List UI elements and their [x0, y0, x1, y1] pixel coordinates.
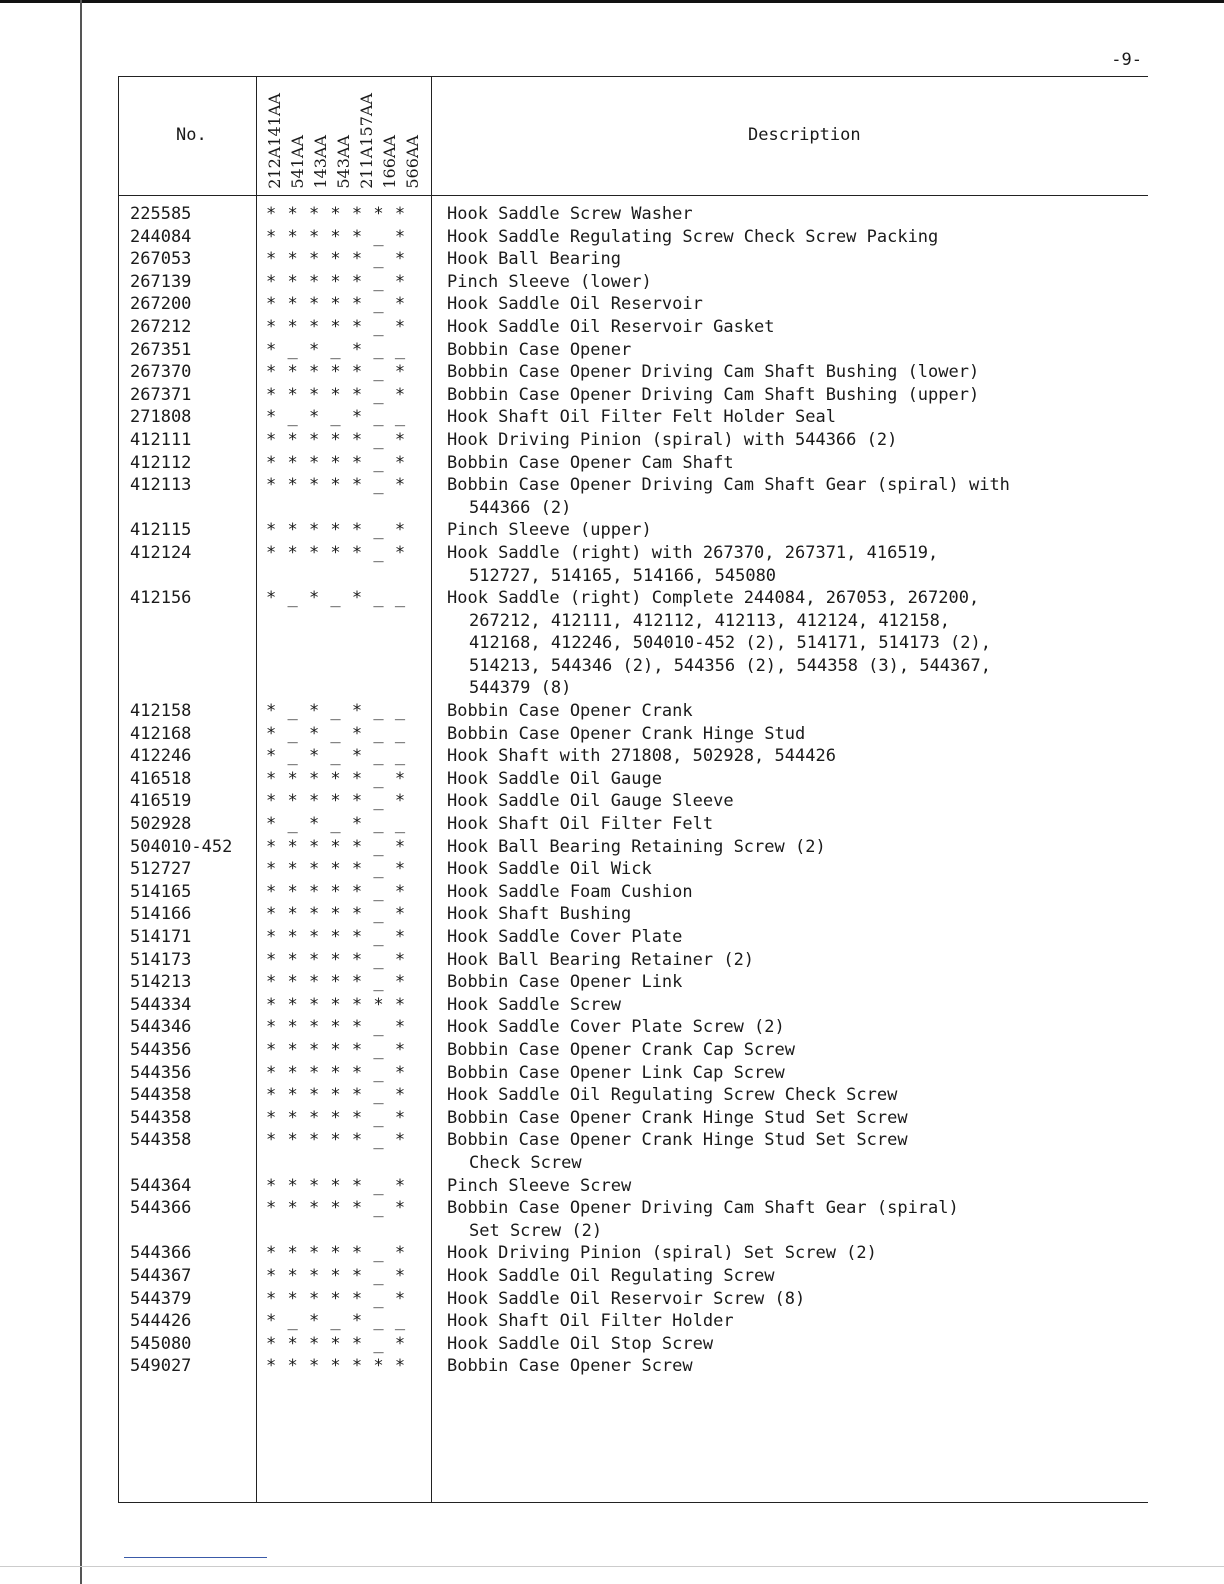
table-row	[0, 406, 1224, 429]
description-line: 544366 (2)	[469, 497, 572, 518]
description-line: Bobbin Case Opener Screw	[447, 1356, 693, 1377]
part-description	[447, 700, 1087, 723]
description-line: Hook Saddle Regulating Screw Check Screw Packing	[447, 226, 939, 247]
model-applicability-marks: * _ * _ * _ _	[266, 814, 406, 835]
part-number: 545080	[130, 1333, 192, 1354]
part-number: 502928	[130, 814, 192, 835]
part-number: 514171	[130, 927, 192, 948]
part-description	[447, 723, 1087, 746]
part-description	[447, 271, 1087, 294]
model-header: 211A157AA	[357, 93, 376, 189]
table-row	[0, 384, 1224, 407]
part-description	[447, 1265, 1087, 1288]
description-line: Hook Ball Bearing Retaining Screw (2)	[447, 836, 826, 857]
part-number: 544358	[130, 1107, 192, 1128]
part-description	[447, 1310, 1087, 1333]
description-line: Hook Saddle Oil Gauge	[447, 768, 662, 789]
description-line: Hook Shaft Bushing	[447, 904, 632, 925]
model-applicability-marks: * * * * * _ *	[266, 1085, 406, 1106]
model-applicability-marks: * * * * * _ *	[266, 1130, 406, 1151]
table-row	[0, 949, 1224, 972]
part-number: 416518	[130, 768, 192, 789]
model-applicability-marks: * * * * * _ *	[266, 362, 406, 383]
model-header: 143AA	[311, 135, 330, 189]
table-row	[0, 1175, 1224, 1198]
part-number: 544366	[130, 1198, 192, 1219]
part-description	[447, 1288, 1087, 1311]
description-line: Hook Ball Bearing Retainer (2)	[447, 949, 755, 970]
part-number: 267351	[130, 339, 192, 360]
model-applicability-marks: * * * * * _ *	[266, 542, 406, 563]
description-line: Bobbin Case Opener Crank Cap Screw	[447, 1040, 795, 1060]
table-header-border	[118, 195, 1148, 196]
part-description	[447, 1016, 1087, 1039]
table-row	[0, 474, 1224, 519]
part-description	[447, 1084, 1087, 1107]
table-row	[0, 903, 1224, 926]
page-number: -9-	[1111, 50, 1142, 70]
model-applicability-marks: * * * * * _ *	[266, 452, 406, 473]
part-number: 514166	[130, 904, 192, 925]
part-description	[447, 949, 1087, 972]
model-applicability-marks: * * * * * _ *	[266, 904, 406, 925]
part-number: 267370	[130, 362, 192, 383]
description-line: Pinch Sleeve Screw	[447, 1175, 632, 1196]
description-line: Hook Saddle Cover Plate	[447, 927, 683, 948]
table-row	[0, 1084, 1224, 1107]
table-row	[0, 1062, 1224, 1085]
model-applicability-marks: * _ * _ * _ _	[266, 407, 406, 428]
part-number: 412156	[130, 588, 192, 609]
part-description	[447, 361, 1087, 384]
part-number: 512727	[130, 859, 192, 880]
part-description	[447, 994, 1087, 1017]
description-line: Bobbin Case Opener Driving Cam Shaft Gear (spiral) with	[447, 475, 1010, 496]
part-number: 267200	[130, 294, 192, 315]
table-row	[0, 452, 1224, 475]
description-line: Bobbin Case Opener Cam Shaft	[447, 452, 734, 473]
part-description	[447, 587, 1087, 700]
description-line: 412168, 412246, 504010-452 (2), 514171, 514173 (2),	[469, 633, 991, 654]
table-row	[0, 542, 1224, 587]
part-number: 544356	[130, 1062, 192, 1083]
description-line: Hook Ball Bearing	[447, 249, 621, 270]
description-line: Bobbin Case Opener Driving Cam Shaft Gear (spiral)	[447, 1198, 959, 1219]
part-number: 267212	[130, 316, 192, 337]
description-line: Bobbin Case Opener Driving Cam Shaft Bushing (lower)	[447, 362, 980, 383]
table-row	[0, 1197, 1224, 1242]
description-line: Hook Saddle Oil Regulating Screw	[447, 1265, 775, 1286]
model-applicability-marks: * _ * _ * _ _	[266, 701, 406, 722]
table-row	[0, 1016, 1224, 1039]
model-applicability-marks: * * * * * _ *	[266, 384, 406, 405]
part-number: 544367	[130, 1265, 192, 1286]
part-description	[447, 1355, 1087, 1378]
table-row	[0, 836, 1224, 859]
table-row	[0, 1310, 1224, 1333]
table-row	[0, 429, 1224, 452]
table-row	[0, 587, 1224, 700]
part-number: 514173	[130, 949, 192, 970]
description-line: Hook Saddle Oil Wick	[447, 859, 652, 880]
part-description	[447, 971, 1087, 994]
table-row	[0, 813, 1224, 836]
model-applicability-marks: * * * * * _ *	[266, 768, 406, 789]
table-row	[0, 1265, 1224, 1288]
model-applicability-marks: * * * * * _ *	[266, 226, 406, 247]
model-applicability-marks: * * * * * _ *	[266, 475, 406, 496]
description-line: Bobbin Case Opener Crank	[447, 701, 693, 722]
part-description	[447, 881, 1087, 904]
part-number: 412115	[130, 520, 192, 541]
description-line: 267212, 412111, 412112, 412113, 412124, 412158,	[469, 610, 951, 631]
model-applicability-marks: * * * * * _ *	[266, 429, 406, 450]
model-header: 541AA	[288, 135, 307, 189]
model-applicability-marks: * * * * * _ *	[266, 1040, 406, 1060]
part-number: 267371	[130, 384, 192, 405]
part-number: 504010-452	[130, 836, 233, 857]
model-applicability-marks: * * * * * _ *	[266, 520, 406, 541]
model-applicability-marks: * * * * * _ *	[266, 881, 406, 902]
part-description	[447, 384, 1087, 407]
part-number: 412112	[130, 452, 192, 473]
part-number: 549027	[130, 1356, 192, 1377]
model-applicability-marks: * * * * * * *	[266, 1356, 406, 1377]
part-number: 225585	[130, 204, 192, 224]
part-number: 412168	[130, 723, 192, 744]
top-border	[0, 0, 1224, 3]
description-line: Hook Driving Pinion (spiral) with 544366 (2)	[447, 429, 898, 450]
model-applicability-marks: * * * * * _ *	[266, 859, 406, 880]
model-applicability-marks: * _ * _ * _ _	[266, 723, 406, 744]
part-number: 416519	[130, 791, 192, 812]
part-description	[447, 519, 1087, 542]
description-line: 514213, 544346 (2), 544356 (2), 544358 (3), 544367,	[469, 655, 991, 676]
part-number: 412246	[130, 746, 192, 767]
part-number: 544334	[130, 994, 192, 1015]
table-row	[0, 226, 1224, 249]
table-row	[0, 271, 1224, 294]
table-row	[0, 1288, 1224, 1311]
description-line: Hook Shaft Oil Filter Felt	[447, 814, 714, 835]
model-applicability-marks: * * * * * _ *	[266, 294, 406, 315]
table-row	[0, 339, 1224, 362]
part-description	[447, 1062, 1087, 1085]
model-applicability-marks: * * * * * _ *	[266, 316, 406, 337]
description-line: Hook Shaft Oil Filter Felt Holder Seal	[447, 407, 836, 428]
model-applicability-marks: * * * * * _ *	[266, 1175, 406, 1196]
description-line: Bobbin Case Opener	[447, 339, 632, 360]
model-applicability-marks: * * * * * _ *	[266, 949, 406, 970]
model-applicability-marks: * _ * _ * _ _	[266, 1311, 406, 1332]
footer-divider	[0, 1566, 1224, 1567]
description-line: Bobbin Case Opener Crank Hinge Stud	[447, 723, 806, 744]
part-number: 412111	[130, 429, 192, 450]
part-description	[447, 790, 1087, 813]
part-description	[447, 1129, 1087, 1174]
table-row	[0, 994, 1224, 1017]
table-row	[0, 768, 1224, 791]
model-applicability-marks: * * * * * _ *	[266, 836, 406, 857]
column-header-number: No.	[176, 125, 207, 145]
table-row	[0, 361, 1224, 384]
part-description	[447, 339, 1087, 362]
part-number: 544358	[130, 1130, 192, 1151]
model-header: 212A141AA	[265, 93, 284, 189]
part-description	[447, 926, 1087, 949]
table-row	[0, 1355, 1224, 1378]
part-description	[447, 858, 1087, 881]
part-description	[447, 768, 1087, 791]
description-line: Hook Saddle Oil Reservoir	[447, 294, 703, 315]
description-line: Hook Saddle Oil Reservoir Screw (8)	[447, 1288, 806, 1309]
table-row	[0, 723, 1224, 746]
description-line: Hook Saddle Foam Cushion	[447, 881, 693, 902]
part-number: 267139	[130, 271, 192, 292]
part-description	[447, 903, 1087, 926]
model-applicability-marks: * _ * _ * _ _	[266, 746, 406, 767]
table-row	[0, 881, 1224, 904]
part-description	[447, 542, 1087, 587]
description-line: Bobbin Case Opener Link Cap Screw	[447, 1062, 785, 1083]
description-line: Hook Saddle Screw Washer	[447, 204, 693, 224]
part-description	[447, 203, 1087, 226]
table-row	[0, 1129, 1224, 1174]
table-row	[0, 293, 1224, 316]
part-description	[447, 474, 1087, 519]
part-number: 544426	[130, 1311, 192, 1332]
model-applicability-marks: * * * * * _ *	[266, 927, 406, 948]
model-applicability-marks: * * * * * _ *	[266, 791, 406, 812]
model-applicability-marks: * * * * * _ *	[266, 1333, 406, 1354]
description-line: Hook Saddle (right) Complete 244084, 267053, 267200,	[447, 588, 980, 609]
model-applicability-marks: * * * * * _ *	[266, 1198, 406, 1219]
part-description	[447, 248, 1087, 271]
description-line: Hook Saddle Oil Reservoir Gasket	[447, 316, 775, 337]
part-number: 544346	[130, 1017, 192, 1038]
table-row	[0, 519, 1224, 542]
part-description	[447, 293, 1087, 316]
part-description	[447, 226, 1087, 249]
table-row	[0, 700, 1224, 723]
part-description	[447, 452, 1087, 475]
model-applicability-marks: * * * * * _ *	[266, 1265, 406, 1286]
part-number: 271808	[130, 407, 192, 428]
description-line: Hook Saddle (right) with 267370, 267371, 416519,	[447, 542, 939, 563]
part-number: 412158	[130, 701, 192, 722]
model-applicability-marks: * * * * * _ *	[266, 1107, 406, 1128]
description-line: Check Screw	[469, 1152, 582, 1173]
table-top-border	[118, 76, 1148, 77]
description-line: 512727, 514165, 514166, 545080	[469, 565, 777, 586]
description-line: Hook Saddle Oil Regulating Screw Check Screw	[447, 1085, 898, 1106]
model-header: 566AA	[403, 135, 422, 189]
model-applicability-marks: * * * * * _ *	[266, 1062, 406, 1083]
table-row	[0, 1242, 1224, 1265]
model-header: 166AA	[380, 135, 399, 189]
description-line: Hook Saddle Oil Gauge Sleeve	[447, 791, 734, 812]
part-description	[447, 316, 1087, 339]
part-description	[447, 429, 1087, 452]
parts-table-body	[0, 203, 1224, 1378]
part-number: 544358	[130, 1085, 192, 1106]
table-row	[0, 790, 1224, 813]
part-description	[447, 1175, 1087, 1198]
part-description	[447, 1039, 1087, 1062]
description-line: Bobbin Case Opener Crank Hinge Stud Set Screw	[447, 1107, 908, 1128]
part-description	[447, 1242, 1087, 1265]
description-line: Hook Driving Pinion (spiral) Set Screw (2)	[447, 1243, 877, 1264]
part-description	[447, 813, 1087, 836]
part-description	[447, 406, 1087, 429]
part-number: 412113	[130, 475, 192, 496]
model-applicability-marks: * * * * * _ *	[266, 1017, 406, 1038]
description-line: Hook Saddle Cover Plate Screw (2)	[447, 1017, 785, 1038]
description-line: Pinch Sleeve (upper)	[447, 520, 652, 541]
model-applicability-marks: * * * * * * *	[266, 994, 406, 1015]
description-line: Bobbin Case Opener Driving Cam Shaft Bushing (upper)	[447, 384, 980, 405]
table-row	[0, 1107, 1224, 1130]
part-number: 544379	[130, 1288, 192, 1309]
description-line: Hook Shaft Oil Filter Holder	[447, 1311, 734, 1332]
model-applicability-marks: * * * * * _ *	[266, 972, 406, 993]
description-line: Hook Saddle Screw	[447, 994, 621, 1015]
column-header-description: Description	[748, 125, 861, 145]
description-line: Pinch Sleeve (lower)	[447, 271, 652, 292]
description-line: Bobbin Case Opener Crank Hinge Stud Set Screw	[447, 1130, 908, 1151]
description-line: 544379 (8)	[469, 678, 572, 699]
part-number: 544364	[130, 1175, 192, 1196]
table-row	[0, 316, 1224, 339]
description-line: Set Screw (2)	[469, 1220, 603, 1241]
model-applicability-marks: * * * * * _ *	[266, 1288, 406, 1309]
part-number: 244084	[130, 226, 192, 247]
table-row	[0, 926, 1224, 949]
part-number: 412124	[130, 542, 192, 563]
table-row	[0, 858, 1224, 881]
part-description	[447, 1107, 1087, 1130]
table-row	[0, 248, 1224, 271]
part-number: 267053	[130, 249, 192, 270]
description-line: Hook Saddle Oil Stop Screw	[447, 1333, 714, 1354]
footer-line	[124, 1557, 267, 1558]
part-description	[447, 745, 1087, 768]
part-description	[447, 1333, 1087, 1356]
model-applicability-marks: * * * * * _ *	[266, 271, 406, 292]
table-row	[0, 1039, 1224, 1062]
model-applicability-marks: * * * * * * *	[266, 204, 406, 224]
part-number: 544356	[130, 1040, 192, 1060]
model-applicability-marks: * * * * * _ *	[266, 249, 406, 270]
table-row	[0, 1333, 1224, 1356]
description-line: Bobbin Case Opener Link	[447, 972, 683, 993]
description-line: Hook Shaft with 271808, 502928, 544426	[447, 746, 836, 767]
part-number: 544366	[130, 1243, 192, 1264]
part-description	[447, 1197, 1087, 1242]
model-applicability-marks: * * * * * _ *	[266, 1243, 406, 1264]
part-number: 514165	[130, 881, 192, 902]
model-applicability-marks: * _ * _ * _ _	[266, 339, 406, 360]
model-applicability-marks: * _ * _ * _ _	[266, 588, 406, 609]
table-row	[0, 203, 1224, 226]
table-row	[0, 745, 1224, 768]
table-row	[0, 971, 1224, 994]
table-bottom-border	[118, 1502, 1148, 1503]
part-number: 514213	[130, 972, 192, 993]
part-description	[447, 836, 1087, 859]
model-header: 543AA	[334, 135, 353, 189]
